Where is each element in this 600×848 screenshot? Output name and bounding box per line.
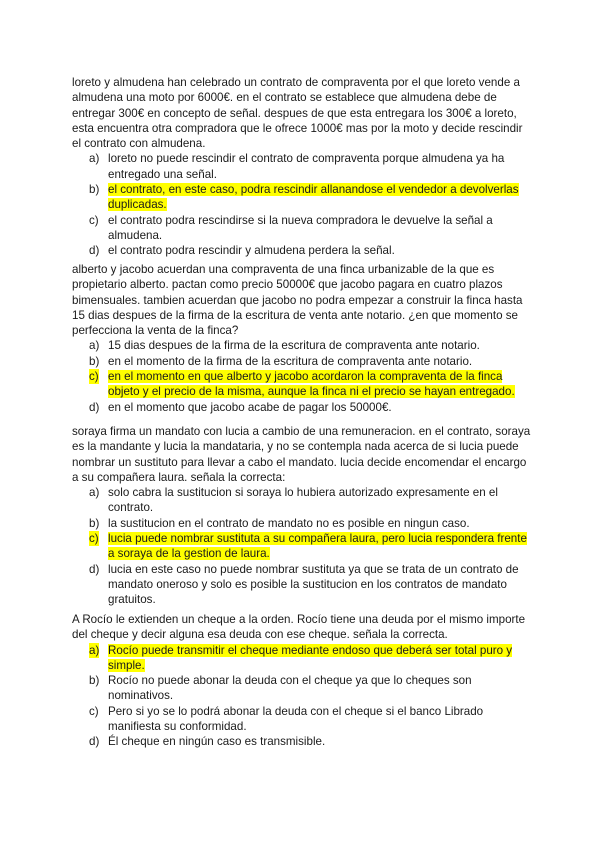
- option-text: lucia puede nombrar sustituta a su compañera laura, pero lucia respondera frente a soraya de la gestion de laura.: [108, 532, 527, 561]
- option-text: Pero si yo se lo podrá abonar la deuda con el cheque si el banco Librado manifiesta su conformidad.: [108, 704, 484, 734]
- option-letter: a): [89, 486, 100, 500]
- option-text: loreto no puede rescindir el contrato de compraventa porque almudena ya ha entregado una señal.: [108, 152, 505, 181]
- option-c: [72, 213, 532, 244]
- option-c-highlighted: [72, 369, 532, 400]
- question-1: [72, 75, 532, 259]
- option-letter: c): [89, 370, 99, 384]
- answer-options: [72, 485, 532, 607]
- option-letter: b): [89, 354, 100, 368]
- option-text: el contrato, en este caso, podra rescindir allanandose el vendedor a devolverlas duplicadas.: [108, 183, 519, 212]
- option-text: en el momento que jacobo acabe de pagar los 50000€.: [108, 400, 392, 414]
- option-text: Rocío puede transmitir el cheque mediante endoso que deberá ser total puro y simple.: [108, 643, 513, 672]
- option-d: [72, 562, 532, 608]
- option-d: [72, 734, 532, 749]
- question-stem: loreto y almudena han celebrado un contrato de compraventa por el que loreto vende a almudena una moto por 6000€. en el contrato se establece que almudena debe de entregar 300€ en concepto de señal. despues de que esta entregara los 300€ a loreto, esta encuentra otra compradora que le ofrece 1000€ mas por la moto y decide rescindir el contrato con almudena.: [72, 76, 523, 151]
- option-d: [72, 400, 532, 415]
- option-b-highlighted: [72, 182, 532, 213]
- option-b: [72, 673, 532, 704]
- option-letter: b): [89, 674, 100, 688]
- option-b: [72, 516, 532, 531]
- question-stem: soraya firma un mandato con lucia a cambio de una remuneracion. en el contrato, soraya es la mandante y lucia la mandataria, y no se contempla nada acerca de si lucia puede nombrar un sustituto para llevar a cabo el mandato. lucia decide encomendar el encargo a su compañera laura. señala la correcta:: [72, 425, 531, 484]
- option-letter: d): [89, 562, 100, 576]
- option-letter: d): [89, 400, 100, 414]
- option-letter: c): [89, 704, 99, 718]
- option-text: en el momento de la firma de la escritura de compraventa ante notario.: [108, 354, 473, 368]
- option-text: Él cheque en ningún caso es transmisible.: [108, 735, 326, 749]
- option-b: [72, 354, 532, 369]
- option-text: la sustitucion en el contrato de mandato no es posible en ningun caso.: [108, 516, 470, 530]
- option-a-highlighted: [72, 643, 532, 674]
- option-text: lucia en este caso no puede nombrar sustituta ya que se trata de un contrato de mandato oneroso y solo es posible la sustitucion en los contratos de mandato gratuitos.: [108, 562, 519, 607]
- option-d: [72, 243, 532, 258]
- answer-options: [72, 338, 532, 414]
- option-text: solo cabra la sustitucion si soraya lo hubiera autorizado expresamente en el contrato.: [108, 486, 498, 515]
- option-c: [72, 704, 532, 735]
- question-stem: alberto y jacobo acuerdan una compraventa de una finca urbanizable de la que es propietario alberto. pactan como precio 50000€ que jacobo pagara en cuatro plazos bimensuales. tambien acuerdan que jacobo no podra empezar a construir la finca hasta 15 dias despues de la firma de la escritura de venta ante notario. ¿en que momento se perfecciona la venta de la finca?: [72, 263, 523, 338]
- option-letter: a): [89, 152, 100, 166]
- option-a: [72, 338, 532, 353]
- option-text: 15 dias despues de la firma de la escritura de compraventa ante notario.: [108, 339, 480, 353]
- option-c-highlighted: [72, 531, 532, 562]
- option-text: Rocío no puede abonar la deuda con el cheque ya que lo cheques son nominativos.: [108, 674, 472, 703]
- question-stem: A Rocío le extienden un cheque a la orden. Rocío tiene una deuda por el mismo importe del cheque y decir alguna esa deuda con ese cheque. señala la correcta.: [72, 613, 526, 642]
- option-letter: c): [89, 213, 99, 227]
- answer-options: [72, 643, 532, 750]
- option-letter: b): [89, 183, 100, 197]
- answer-options: [72, 151, 532, 258]
- option-text: el contrato podra rescindir y almudena perdera la señal.: [108, 244, 395, 258]
- option-text: el contrato podra rescindirse si la nueva compradora le devuelve la señal a almudena.: [108, 213, 493, 242]
- option-text: en el momento en que alberto y jacobo acordaron la compraventa de la finca objeto y el precio de la misma, aunque la finca ni el precio se hayan entregado.: [108, 370, 515, 399]
- option-letter: a): [89, 643, 100, 657]
- option-letter: d): [89, 244, 100, 258]
- question-2: [72, 262, 532, 415]
- option-letter: c): [89, 532, 99, 546]
- question-4: [72, 612, 532, 750]
- option-a: [72, 485, 532, 516]
- question-3: [72, 424, 532, 608]
- option-letter: d): [89, 735, 100, 749]
- option-letter: a): [89, 339, 100, 353]
- option-a: [72, 151, 532, 182]
- option-letter: b): [89, 516, 100, 530]
